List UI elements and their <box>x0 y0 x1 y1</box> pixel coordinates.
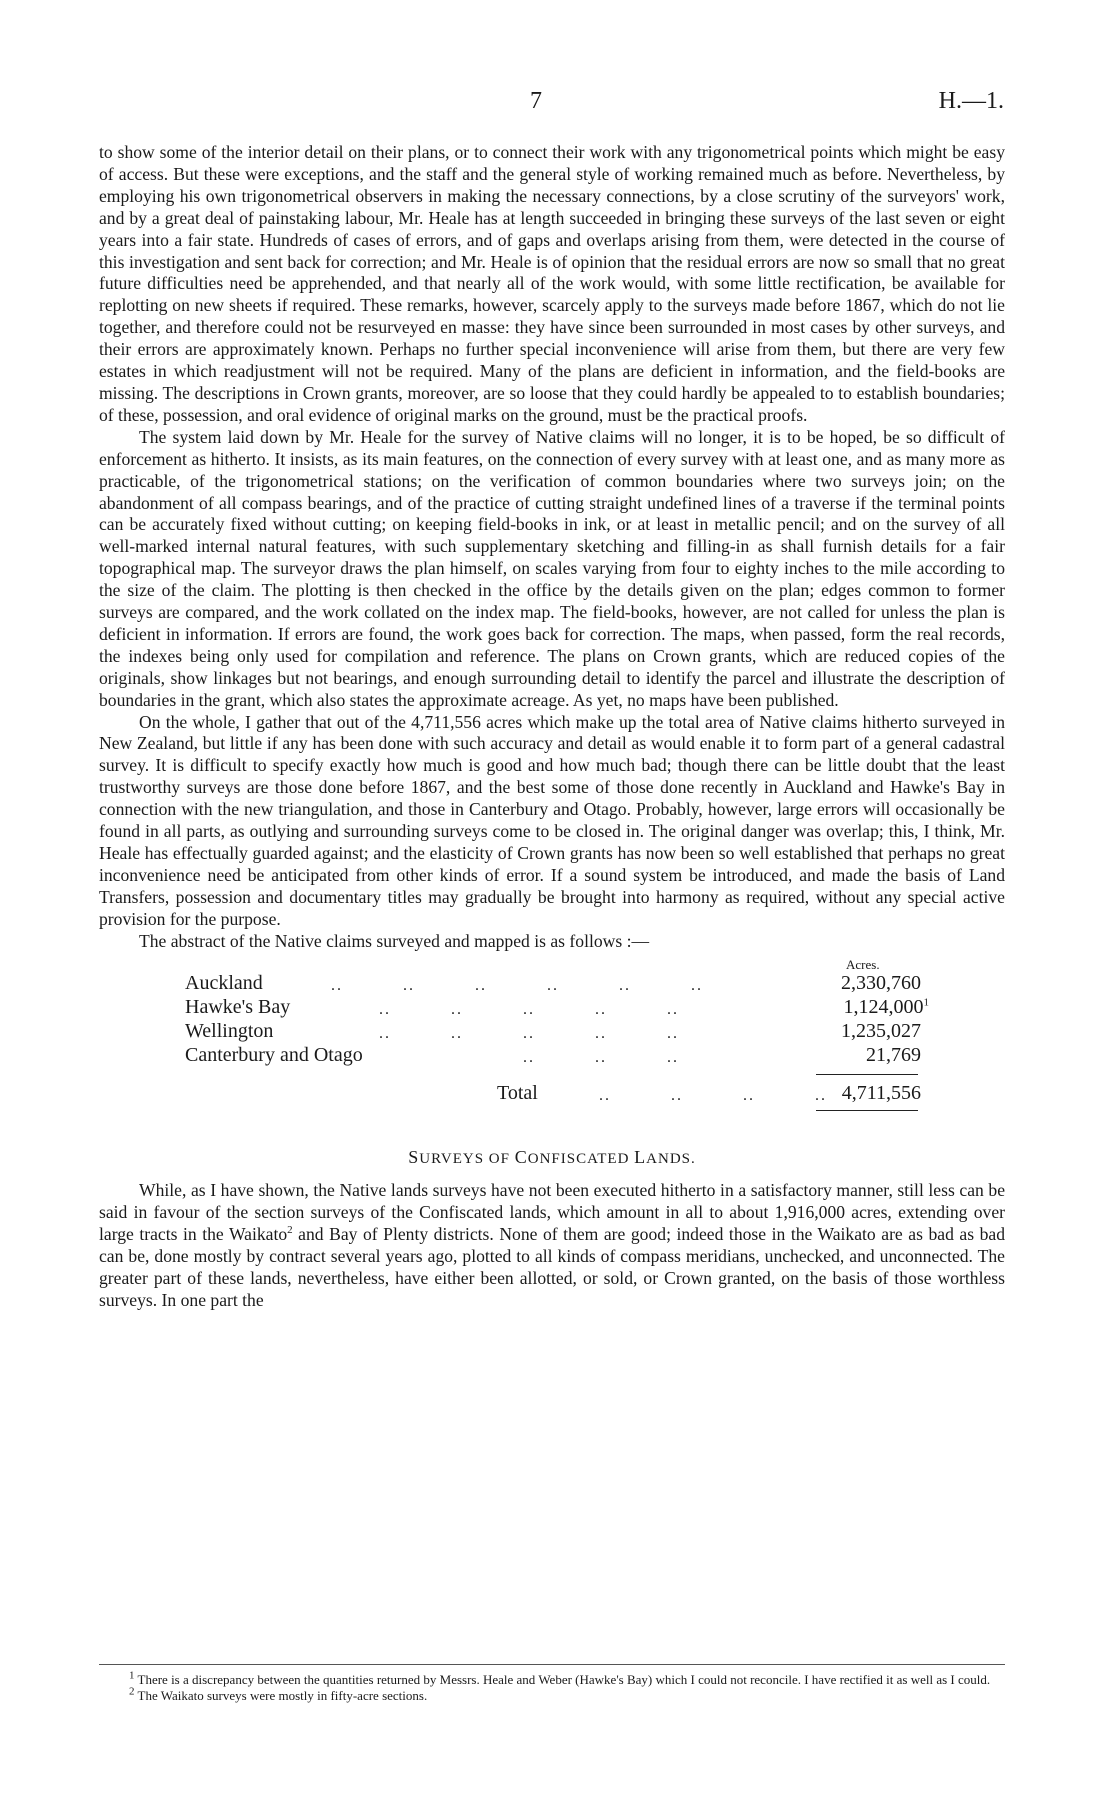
footnote-1: $^1$ There is a discrepancy between the quantities returned by Messrs. Heale and Weber (Hawke's Bay) which I could not reconcile. I have rectified it as well as I could. <box>129 1669 991 1687</box>
abstract-table <box>99 956 1005 1129</box>
body-text <box>99 142 1005 1312</box>
page-number: 7 <box>530 88 542 114</box>
paragraph-2: The system laid down by Mr. Heale for the survey of Native claims will no longer, it is to be hoped, be so difficult of enforcement as hitherto. It insists, as its main features, on the connection of every survey with at least one, and as many more as practicable, of the trigonometrical stations; on the verification of common boundaries where two surveys join; on the abandonment of all compass bearings, and of the practice of cutting straight undefined lines of a traverse if the terminal points can be accurately fixed without cutting; on keeping field-books in ink, or at least in metallic pencil; and on the survey of all well-marked internal natural features, with such supplementary sketching and filling-in as shall furnish details for a fair topographical map. The surveyor draws the plan himself, on scales varying from four to eighty inches to the mile according to the size of the claim. The plotting is then checked in the office by the details given on the plan; edges common to former surveys are compared, and the work collated on the index map. The field-books, however, are not called for unless the plan is deficient in information. If errors are found, the work goes back for correction. The maps, when passed, form the real records, the indexes being only used for compilation and reference. The plans on Crown grants, which are reduced copies of the originals, show linkages but not bearings, and enough surrounding detail to identify the parcel and illustrate the description of boundaries in the grant, which also states the approximate acreage. As yet, no maps have been published. <box>99 426 1005 710</box>
region-name: Auckland <box>185 971 263 994</box>
acres-column-header: Acres. <box>846 956 880 972</box>
leader-dots: .. .. .. .. .. <box>331 1000 679 1018</box>
total-rule <box>816 1074 918 1075</box>
region-name: Wellington <box>185 1019 274 1042</box>
region-name: Canterbury and Otago <box>185 1043 363 1066</box>
total-label: Total <box>497 1081 538 1104</box>
leader-dots: .. .. .. .. .. <box>331 1024 679 1042</box>
table-row <box>185 997 1015 1021</box>
section-heading: SURVEYS OF CONFISCATED LANDS. <box>408 1146 696 1167</box>
leader-dots: .. .. .. <box>331 1048 679 1066</box>
acres-value: 1,124,000$^1$ <box>843 995 929 1018</box>
footnote-rule <box>99 1664 1005 1665</box>
region-name: Hawke's Bay <box>185 995 291 1018</box>
page-code: H.—1. <box>938 88 1004 114</box>
acres-value: 21,769 <box>866 1043 921 1066</box>
paragraph-confiscated-lands: While, as I have shown, the Native lands surveys have not been executed hitherto in a satisfactory manner, still less can be said in favour of the section surveys of the Confiscated lands, which amount in all to about 1,916,000 acres, extending over large tracts in the Waikato$^2$ and Bay of Plenty districts. None of them are good; indeed those in the Waikato are as bad as bad can be, done mostly by contract several years ago, plotted to all kinds of compass meridians, unchecked, and unconnected. The greater part of these lands, nevertheless, have either been allotted, or sold, or Crown granted, on the basis of those worthless surveys. In one part the <box>99 1180 1005 1310</box>
footnote-mark: 2 <box>287 1224 293 1237</box>
acres-value: 2,330,760 <box>841 971 921 994</box>
footnote-mark: 1 <box>923 995 929 1008</box>
footnotes <box>99 1669 1005 1704</box>
table-row <box>185 973 1015 997</box>
leader-dots: .. .. .. .. .. .. <box>331 976 703 994</box>
acres-value: 1,235,027 <box>841 1019 921 1042</box>
abstract-intro: The abstract of the Native claims surveyed and mapped is as follows :— <box>139 930 650 951</box>
table-row <box>185 1045 1015 1069</box>
leader-dots: .. .. .. .. <box>599 1086 827 1104</box>
total-value: 4,711,556 <box>841 1081 921 1104</box>
total-row <box>185 1083 1015 1107</box>
paragraph-3: On the whole, I gather that out of the 4,711,556 acres which make up the total area of Native claims hitherto surveyed in New Zealand, but little if any has been done with such accuracy and detail as would enable it to form part of a general cadastral survey. It is difficult to specify exactly how much is good and how much bad; though there can be little doubt that the least trustworthy surveys are those done before 1867, and the best some of those done recently in Auckland and Hawke's Bay in connection with the new triangulation, and those in Canterbury and Otago. Probably, however, large errors will occasionally be found in all parts, as outlying and surrounding surveys come to be closed in. The original danger was overlap; this, I think, Mr. Heale has effectually guarded against; and the elasticity of Crown grants has now been so well established that perhaps no great inconvenience need be anticipated from other kinds of error. If a sound system be introduced, and made the basis of Land Transfers, possession and documentary titles may gradually be brought into harmony as required, without any special active provision for the purpose. <box>99 711 1005 929</box>
table-row <box>185 1021 1015 1045</box>
paragraph-1: to show some of the interior detail on their plans, or to connect their work with any trigonometrical points which might be easy of access. But these were exceptions, and the staff and the general style of working remained much as before. Nevertheless, by employing his own trigonometrical observers in making the necessary connections, by a close scrutiny of the surveyors' work, and by a great deal of painstaking labour, Mr. Heale has at length succeeded in bringing these surveys of the last seven or eight years into a fair state. Hundreds of cases of errors, and of gaps and overlaps arising from them, were detected in the course of this investigation and sent back for correction; and Mr. Heale is of opinion that the residual errors are now so small that no great future difficulties need be apprehended, and that nearly all of the work would, with some little rectification, be available for replotting on new sheets if required. These remarks, however, scarcely apply to the surveys made before 1867, which do not lie together, and therefore could not be resurveyed en masse: they have since been surrounded in most cases by other surveys, and their errors are approximately known. Perhaps no further special inconvenience will arise from them, but there are very few estates in which readjustment will not be required. Many of the plans are deficient in information, and the field-books are missing. The descriptions in Crown grants, moreover, are so loose that they could hardly be appealed to to establish boundaries; of these, possession, and oral evidence of original marks on the ground, must be the practical proofs. <box>99 142 1005 425</box>
footnote-2: $^2$ The Waikato surveys were mostly in fifty-acre sections. <box>129 1685 428 1703</box>
total-underline <box>816 1110 918 1111</box>
